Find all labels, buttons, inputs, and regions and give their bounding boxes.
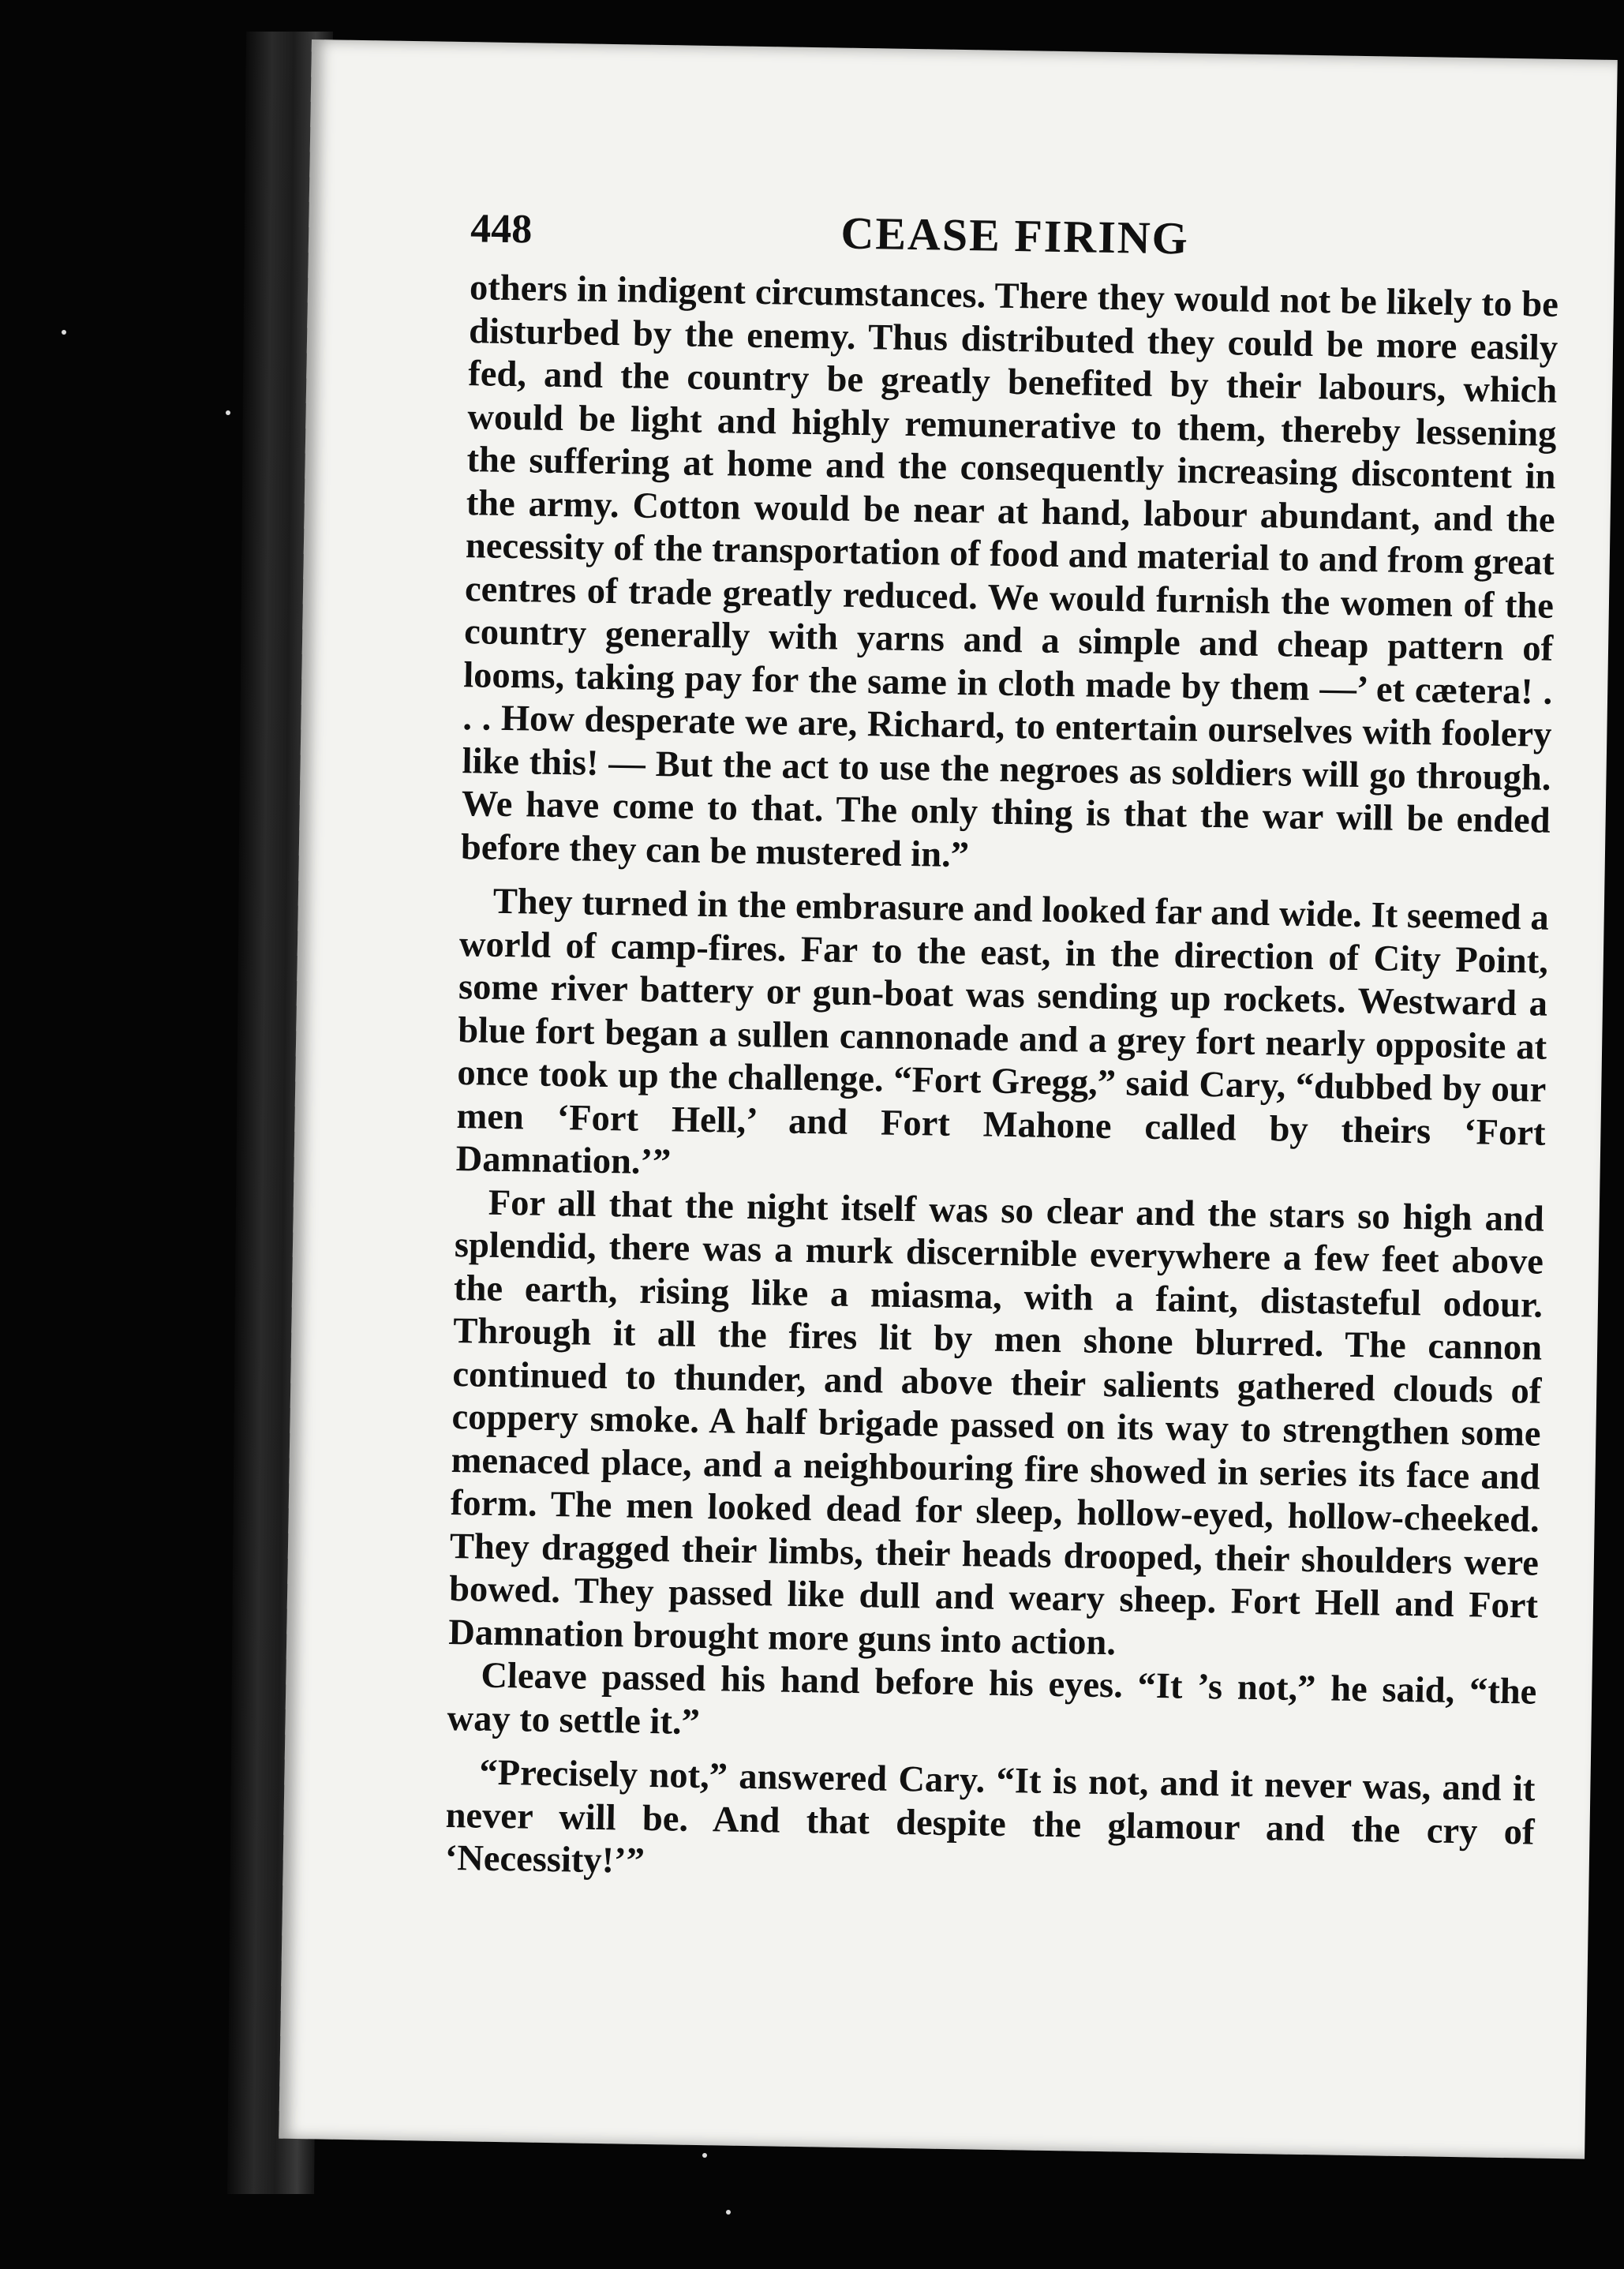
book-page bbox=[279, 39, 1618, 2159]
page-number: 448 bbox=[470, 206, 533, 253]
paragraph-2: They turned in the embrasure and looked far and wide. It seemed a world of camp-fires. Far to the east, in the direction of City Point, some river battery or gun-boat was sending up rockets. Westward a blue fort began a sullen cannonade and a grey fort nearly opposite at once took up the challenge. “Fort Gregg,” said Cary, “dubbed by our men ‘Fort Hell,’ and Fort Mahone called by theirs ‘Fort Damnation.’” bbox=[455, 881, 1550, 1183]
paragraph-1: others in indigent circumstances. There they would not be likely to be disturbed by the enemy. Thus distributed they could be more easily fed, and the country be greatly benefited by their labours, which would be light and highly remunerative to them, thereby lessening the suffering at home and the consequently increasing discontent in the army. Cotton would be near at hand, labour abundant, and the necessity of the transportation of food and material to and from great centres of trade greatly reduced. We would furnish the women of the country generally with yarns and a simple and cheap pattern of looms, taking pay for the same in cloth made by them —’ et cætera! . . . How desperate we are, Richard, to entertain ourselves with foolery like this! — But the act to use the negroes as soldiers will go through. We have come to that. The only thing is that the war will be ended before they can be mustered in.” bbox=[460, 268, 1559, 875]
paragraph-5: “Precisely not,” answered Cary. “It is not, and it never was, and it never will be. And that despite the glamour and the cry of ‘Necessity!’” bbox=[444, 1752, 1536, 1881]
body-text bbox=[444, 267, 1559, 1897]
scan-speck bbox=[62, 330, 66, 335]
page-content bbox=[444, 196, 1559, 1897]
paragraph-4: Cleave passed his hand before his eyes. “It ’s not,” he said, “the way to settle it.” bbox=[447, 1655, 1537, 1743]
scan-speck bbox=[726, 2210, 731, 2215]
running-title: CEASE FIRING bbox=[840, 207, 1190, 264]
scan-speck bbox=[226, 410, 230, 415]
paragraph-3: For all that the night itself was so clear and the stars so high and splendid, there was a murk discernible everywhere a few feet above the earth, rising like a miasma, with a faint, distasteful odour. Through it all the fires lit by men shone blurred. The cannon continued to thunder, and above their salients gathered clouds of coppery smoke. A half brigade passed on its way to strengthen some menaced place, and a neighbouring fire showed in series its face and form. The men looked dead for sleep, hollow-eyed, hollow-cheeked. They dragged their limbs, their heads drooped, their shoulders were bowed. They passed like dull and weary sheep. Fort Hell and Fort Damnation brought more guns into action. bbox=[447, 1182, 1545, 1663]
scan-speck bbox=[702, 2153, 707, 2158]
